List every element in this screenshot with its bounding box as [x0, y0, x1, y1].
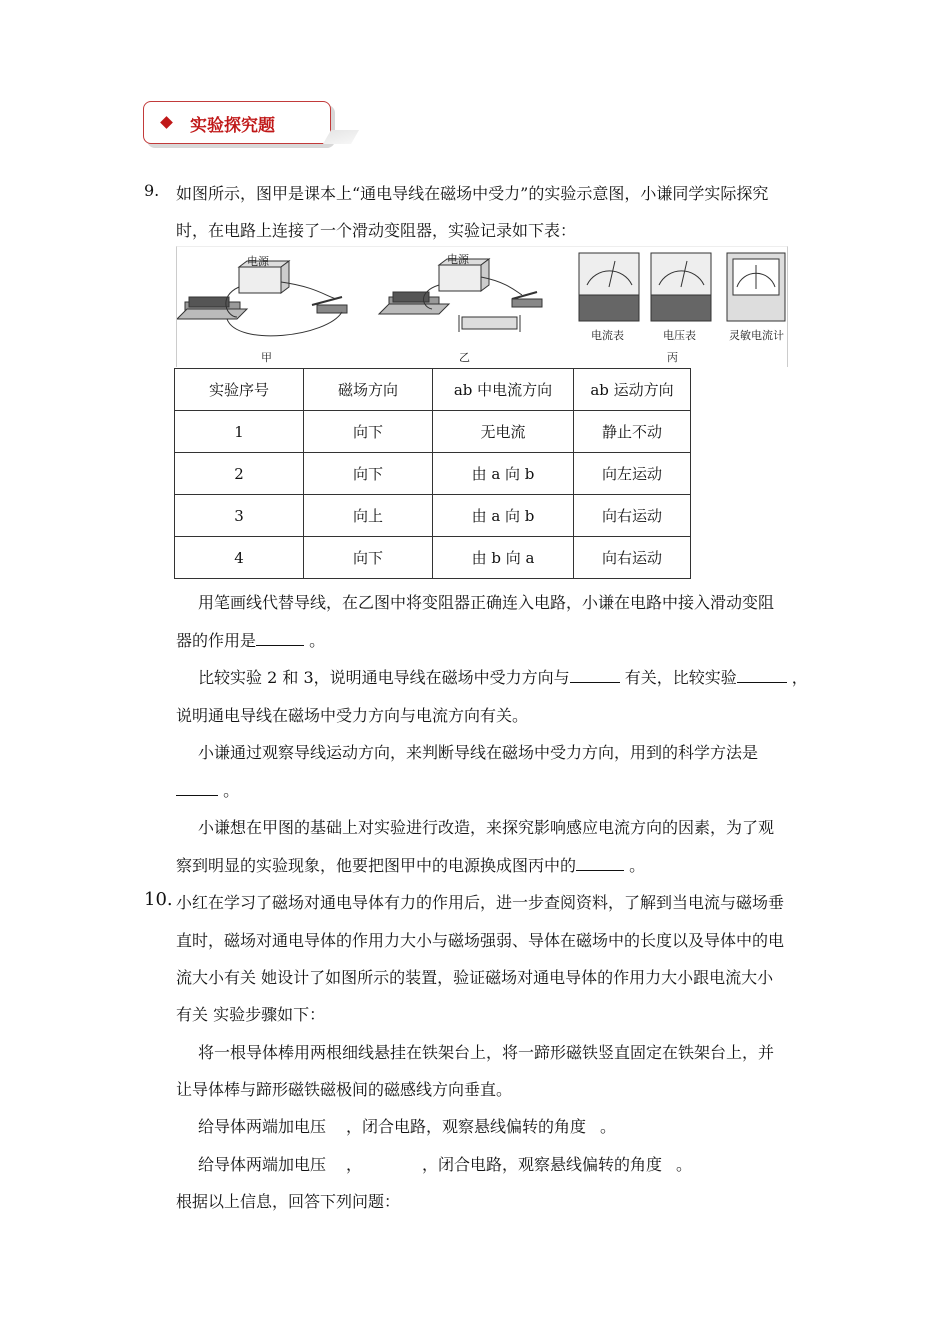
- q9-part4-line1: 小谦想在甲图的基础上对实验进行改造，来探究影响感应电流方向的因素，为了观: [198, 818, 775, 837]
- q9-line-1: 如图所示，图甲是课本上“通电导线在磁场中受力”的实验示意图，小谦同学实际探究: [176, 184, 769, 203]
- q9-part4-text: 察到明显的实验现象，他要把图甲中的电源换成图丙中的: [176, 856, 577, 875]
- ammeter-label: 电流表: [591, 329, 624, 342]
- q9-part4-line2: [176, 853, 645, 876]
- q10-step3-comma: ，: [346, 1155, 363, 1174]
- q10-step3-mid: ，闭合电路，观察悬线偏转的角度: [422, 1155, 663, 1174]
- q10-step1-line2: 让导体棒与蹄形磁铁磁极间的磁感线方向垂直。: [176, 1080, 513, 1099]
- q9-part2-text: 比较实验 2 和 3，说明通电导线在磁场中受力方向与: [198, 668, 570, 687]
- figure-jia-apparatus: [177, 261, 347, 336]
- table-cell: 3: [175, 495, 304, 537]
- q10-line-2: 直时，磁场对通电导体的作用力大小与磁场强弱、导体在磁场中的长度以及导体中的电: [176, 931, 785, 950]
- q10-step2-text: 给导体两端加电压: [198, 1117, 327, 1136]
- q10-line-4: 有关 实验步骤如下：: [176, 1005, 326, 1024]
- q10-line-3: 流大小有关 她设计了如图所示的装置，验证磁场对通电导体的作用力大小跟电流大小: [176, 968, 774, 987]
- section-header: [143, 101, 331, 144]
- figure-bing-meters: [579, 253, 785, 321]
- table-cell: 1: [175, 411, 304, 453]
- q9-part2-line2: 说明通电导线在磁场中受力方向与电流方向有关。: [176, 706, 529, 725]
- q9-part1-line1: 用笔画线代替导线，在乙图中将变阻器正确连入电路，小谦在电路中接入滑动变阻: [198, 593, 775, 612]
- q9-part3-line2: [176, 778, 239, 801]
- figure-label-bing: 丙: [667, 351, 678, 364]
- q9-part2-end: ，: [786, 668, 808, 687]
- q9-part1-line2: [176, 628, 325, 651]
- q9-part1-end: 。: [304, 631, 326, 650]
- table-cell: 向下: [304, 453, 433, 495]
- table-row: [175, 453, 691, 495]
- q10-step3-text: 给导体两端加电压: [198, 1155, 327, 1174]
- galvanometer-label: 灵敏电流计: [729, 329, 784, 342]
- figure-yi-apparatus: [379, 259, 542, 332]
- tag-shadow-tail: [323, 130, 359, 144]
- q10-closing: 根据以上信息，回答下列问题：: [176, 1192, 401, 1211]
- power-label-jia: 电源: [247, 255, 269, 268]
- table-cell: 静止不动: [574, 411, 691, 453]
- q9-part4-end: 。: [624, 856, 646, 875]
- table-row: [175, 411, 691, 453]
- table-cell: 向下: [304, 537, 433, 579]
- voltmeter-label: 电压表: [663, 329, 696, 342]
- table-cell: 无电流: [433, 411, 574, 453]
- table-header: 磁场方向: [304, 369, 433, 411]
- q9-part2-line1: [198, 665, 808, 688]
- experiment-record-table: [174, 368, 691, 579]
- table-cell: 由 a 向 b: [433, 495, 574, 537]
- table-row: [175, 537, 691, 579]
- answer-blank[interactable]: [576, 856, 624, 871]
- table-cell: 由 a 向 b: [433, 453, 574, 495]
- q9-line-2: 时，在电路上连接了一个滑动变阻器，实验记录如下表：: [176, 221, 577, 240]
- question-number-10: 10.: [144, 889, 173, 910]
- answer-blank[interactable]: [256, 631, 304, 646]
- table-header: ab 运动方向: [574, 369, 691, 411]
- q9-part1-text: 器的作用是: [176, 631, 257, 650]
- q10-step2-end: 。: [600, 1117, 617, 1136]
- experiment-figure: [176, 246, 788, 367]
- q10-step1-line1: 将一根导体棒用两根细线悬挂在铁架台上，将一蹄形磁铁竖直固定在铁架台上，并: [198, 1043, 775, 1062]
- table-row: [175, 495, 691, 537]
- figure-label-yi: 乙: [459, 351, 470, 364]
- table-cell: 向右运动: [574, 495, 691, 537]
- answer-blank[interactable]: [570, 668, 620, 683]
- power-label-yi: 电源: [447, 253, 469, 266]
- q9-part2-mid: 有关，比较实验: [619, 668, 737, 687]
- table-cell: 4: [175, 537, 304, 579]
- table-cell: 由 b 向 a: [433, 537, 574, 579]
- answer-blank[interactable]: [737, 668, 787, 683]
- table-header: ab 中电流方向: [433, 369, 574, 411]
- question-number-9: 9.: [144, 181, 160, 200]
- q10-line-1: 小红在学习了磁场对通电导体有力的作用后，进一步查阅资料，了解到当电流与磁场垂: [176, 893, 785, 912]
- table-cell: 向右运动: [574, 537, 691, 579]
- q10-step3: [198, 1152, 692, 1175]
- q9-part3-end: 。: [218, 781, 240, 800]
- q10-step3-end: 。: [676, 1155, 693, 1174]
- table-cell: 向上: [304, 495, 433, 537]
- figure-label-jia: 甲: [261, 351, 272, 364]
- table-cell: 向左运动: [574, 453, 691, 495]
- q10-step2-mid: ，闭合电路，观察悬线偏转的角度: [346, 1117, 587, 1136]
- table-cell: 2: [175, 453, 304, 495]
- section-title: 实验探究题: [190, 116, 275, 136]
- q10-step2: [198, 1114, 616, 1137]
- diamond-icon: [160, 116, 173, 129]
- table-header-row: [175, 369, 691, 411]
- table-cell: 向下: [304, 411, 433, 453]
- q9-part3-line1: 小谦通过观察导线运动方向，来判断导线在磁场中受力方向，用到的科学方法是: [198, 743, 759, 762]
- table-header: 实验序号: [175, 369, 304, 411]
- answer-blank[interactable]: [176, 781, 218, 796]
